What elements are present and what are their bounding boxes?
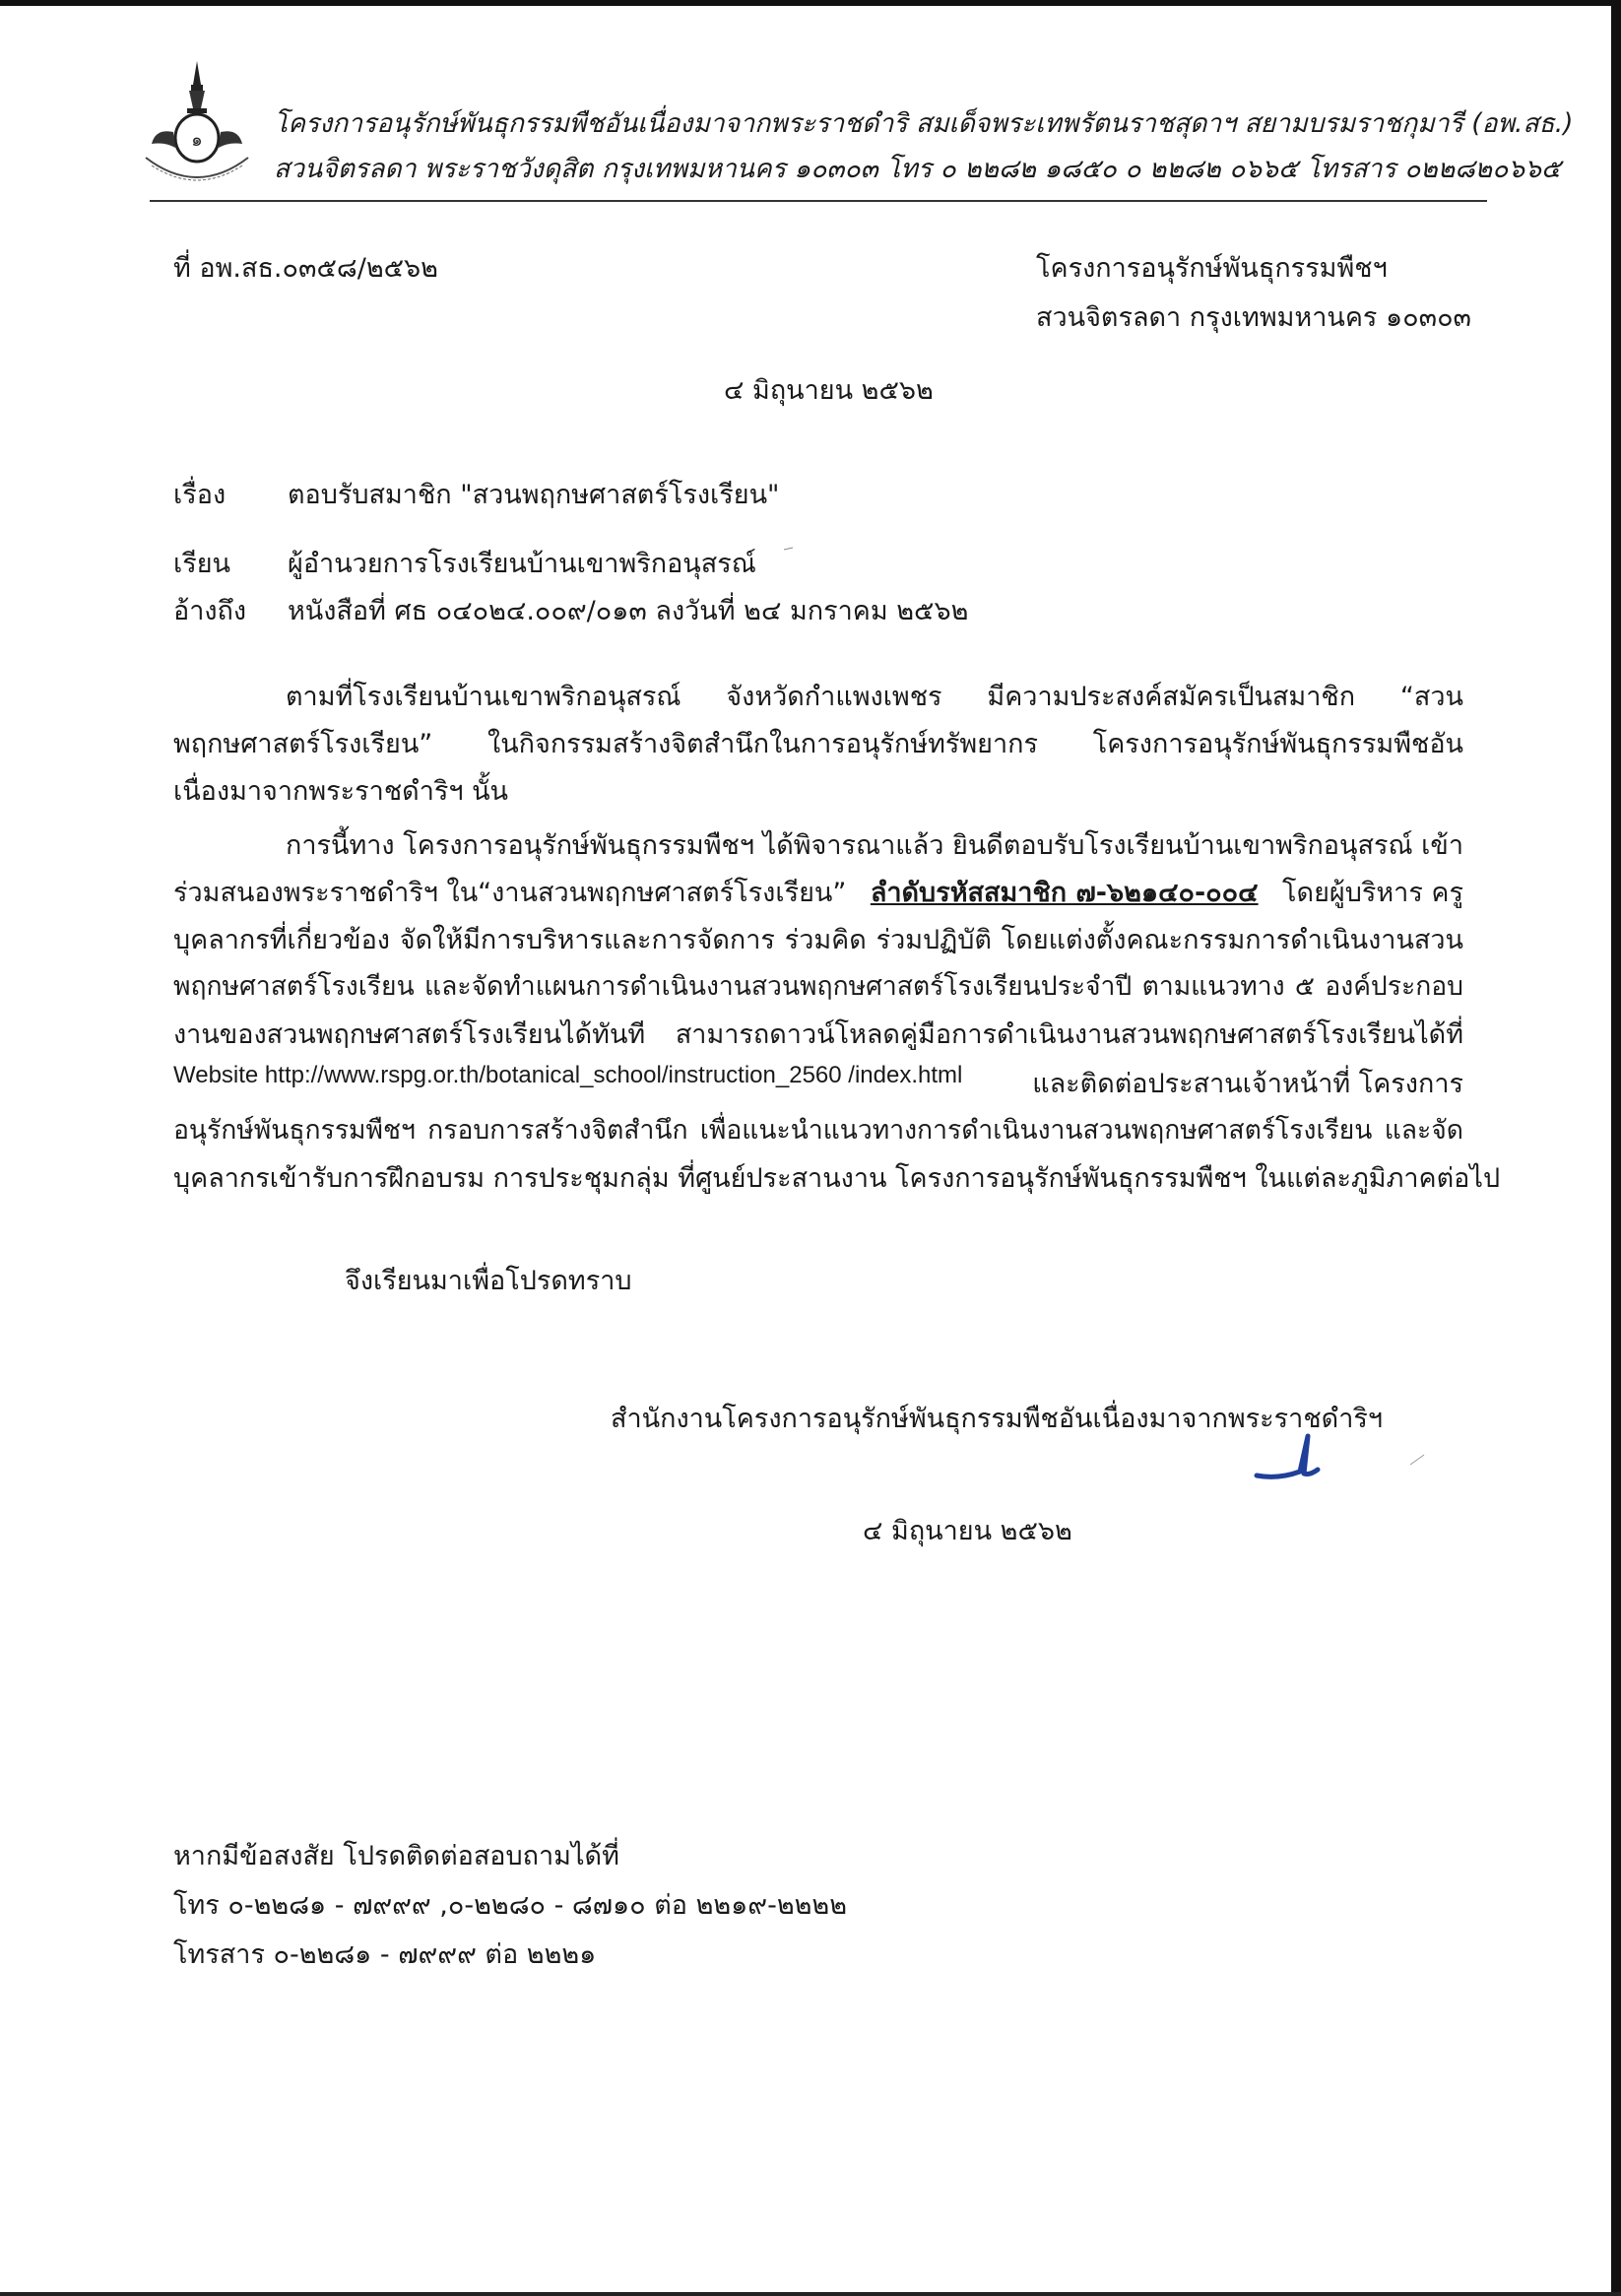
- svg-text:๑: ๑: [191, 130, 203, 151]
- contact-fax: โทรสาร ๐-๒๒๘๑ - ๗๙๙๙ ต่อ ๒๒๒๑: [173, 1939, 597, 1970]
- scan-edge-top: [0, 0, 1621, 6]
- scan-edge-bottom: [0, 2292, 1621, 2296]
- signature-date: ๔ มิถุนายน ๒๕๖๒: [863, 1516, 1072, 1546]
- scan-speck: [1408, 1453, 1426, 1467]
- body-p2-line8: บุคลากรเข้ารับการฝึกอบรม การประชุมกลุ่ม ที่ศูนย์ประสานงาน โครงการอนุรักษ์พันธุกรรมพืชฯ ในแต่ละภูมิภาคต่อไป: [173, 1163, 1501, 1194]
- contact-intro: หากมีข้อสงสัย โปรดติดต่อสอบถามได้ที่: [173, 1841, 619, 1871]
- royal-emblem-icon: [138, 59, 256, 189]
- to-text: ผู้อำนวยการโรงเรียนบ้านเขาพริกอนุสรณ์: [288, 549, 756, 579]
- header-line-2: สวนจิตรลดา พระราชวังดุสิต กรุงเทพมหานคร ๑๐๓๐๓ โทร ๐ ๒๒๘๒ ๑๘๕๐ ๐ ๒๒๘๒ ๐๖๖๕ โทรสาร ๐๒๒๘๒๐๖๖๕: [274, 154, 1561, 184]
- reference-text: หนังสือที่ ศธ ๐๔๐๒๔.๐๐๙/๐๑๓ ลงวันที่ ๒๔ มกราคม ๒๕๖๒: [288, 596, 969, 626]
- body-p1-line2: พฤกษศาสตร์โรงเรียน” ในกิจกรรมสร้างจิตสำนึกในการอนุรักษ์ทรัพยากร โครงการอนุรักษ์พันธุกรรมพืชอัน: [173, 729, 1463, 759]
- body-p2-line3: บุคลากรที่เกี่ยวข้อง จัดให้มีการบริหารและการจัดการ ร่วมคิด ร่วมปฏิบัติ โดยแต่งตั้งคณะกรรมการดำเนินงานสวน: [173, 925, 1463, 955]
- header-line-1: โครงการอนุรักษ์พันธุกรรมพืชอันเนื่องมาจากพระราชดำริ สมเด็จพระเทพรัตนราชสุดาฯ สยามบรมราชกุมารี (อพ.สธ.): [274, 108, 1574, 139]
- website-url[interactable]: Website http://www.rspg.or.th/botanical_school/instruction_2560 /index.html: [173, 1062, 963, 1088]
- body-p2-line7: อนุรักษ์พันธุกรรมพืชฯ กรอบการสร้างจิตสำนึก เพื่อแนะนำแนวทางการดำเนินงานสวนพฤกษศาสตร์โรงเรียน และจัด: [173, 1115, 1463, 1146]
- closing-text: จึงเรียนมาเพื่อโปรดทราบ: [345, 1266, 632, 1296]
- body-p2-line6-end: และติดต่อประสานเจ้าหน้าที่ โครงการ: [1032, 1069, 1463, 1099]
- document-date: ๔ มิถุนายน ๒๕๖๒: [724, 375, 934, 406]
- header-divider: [150, 200, 1487, 202]
- body-p2-line2-end: โดยผู้บริหาร ครู: [1282, 878, 1463, 908]
- body-p2-line5: งานของสวนพฤกษศาสตร์โรงเรียนได้ทันที สามารถดาวน์โหลดคู่มือการดำเนินงานสวนพฤกษศาสตร์โรงเรียนได้ที่: [173, 1019, 1463, 1050]
- scan-speck: [784, 545, 794, 555]
- signature-office: สำนักงานโครงการอนุรักษ์พันธุกรรมพืชอันเนื่องมาจากพระราชดำริฯ: [611, 1404, 1384, 1434]
- body-p2-line4: พฤกษศาสตร์โรงเรียน และจัดทำแผนการดำเนินงานสวนพฤกษศาสตร์โรงเรียนประจำปี ตามแนวทาง ๕ องค์ประกอบ: [173, 971, 1463, 1002]
- body-p2-line2: [173, 871, 1463, 913]
- document-number: ที่ อพ.สธ.๐๓๕๘/๒๕๖๒: [173, 253, 438, 284]
- body-p1-line3: เนื่องมาจากพระราชดำริฯ นั้น: [173, 776, 509, 807]
- reference-label: อ้างถึง: [173, 596, 247, 626]
- contact-phone: โทร ๐-๒๒๘๑ - ๗๙๙๙ ,๐-๒๒๘๐ - ๘๗๑๐ ต่อ ๒๒๑๙-๒๒๒๒: [173, 1890, 848, 1921]
- subject-text: ตอบรับสมาชิก "สวนพฤกษศาสตร์โรงเรียน": [288, 480, 780, 510]
- body-p2-line6: [173, 1062, 1463, 1104]
- scan-edge-right: [1611, 0, 1621, 2296]
- body-p2-line1: การนี้ทาง โครงการอนุรักษ์พันธุกรรมพืชฯ ได้พิจารณาแล้ว ยินดีตอบรับโรงเรียนบ้านเขาพริกอนุสรณ์ เข้า: [286, 830, 1463, 861]
- signature-mark: [1249, 1426, 1328, 1495]
- body-p2-line2-start: ร่วมสนองพระราชดำริฯ ใน“งานสวนพฤกษศาสตร์โรงเรียน”: [173, 878, 847, 908]
- body-p1-line1: ตามที่โรงเรียนบ้านเขาพริกอนุสรณ์ จังหวัดกำแพงเพชร มีความประสงค์สมัครเป็นสมาชิก “สวน: [286, 682, 1463, 712]
- to-label: เรียน: [173, 549, 231, 579]
- sender-address: สวนจิตรลดา กรุงเทพมหานคร ๑๐๓๐๓: [1036, 302, 1472, 333]
- member-code: ลำดับรหัสสมาชิก ๗-๖๒๑๔๐-๐๐๔: [870, 878, 1259, 908]
- subject-label: เรื่อง: [173, 480, 227, 510]
- sender-org: โครงการอนุรักษ์พันธุกรรมพืชฯ: [1036, 253, 1388, 284]
